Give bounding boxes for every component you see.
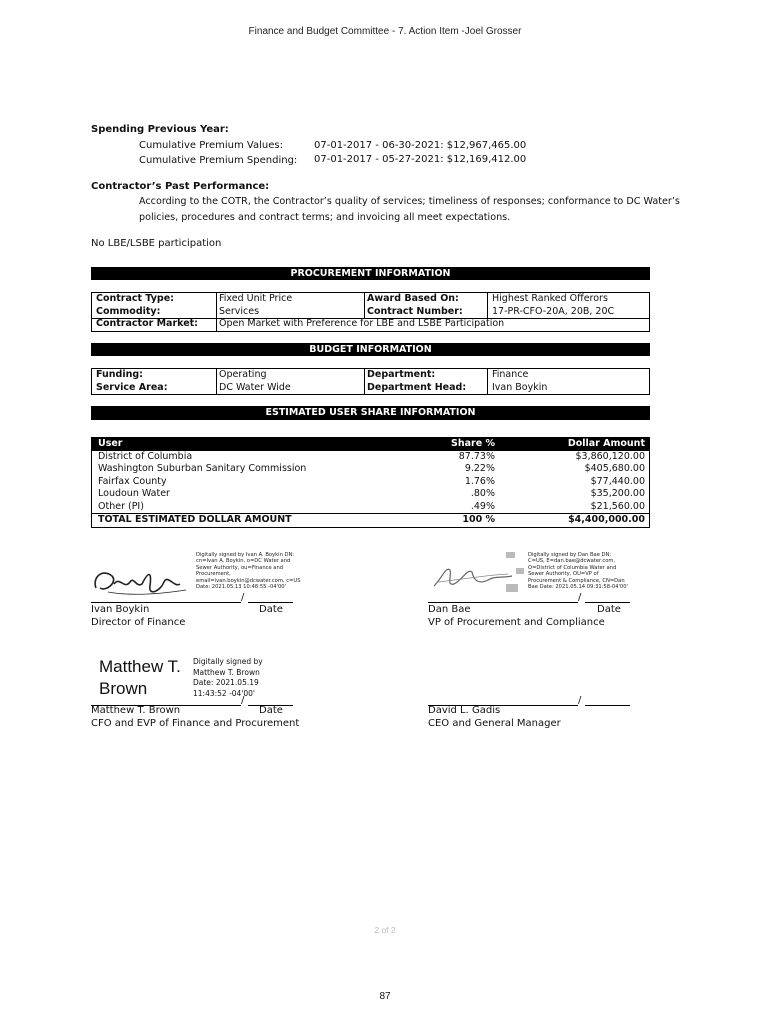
brown-slash: /: [241, 695, 245, 706]
brown-digital-line-3: Date: 2021.05.19: [193, 678, 259, 687]
funding-label: Funding:: [96, 369, 143, 380]
funding-value: Operating: [219, 369, 267, 380]
table-row: [92, 463, 649, 476]
commodity-value: Services: [219, 305, 260, 317]
department-value: Finance: [492, 369, 529, 380]
contractor-market-value: Open Market with Preference for LBE and LSBE Participation: [219, 318, 505, 329]
performance-line-2: policies, procedures and contract terms; and invoicing all meet expectations.: [139, 212, 511, 223]
award-based-label: Award Based On:: [367, 293, 459, 304]
amount-cell: $3,860,120.00: [575, 450, 645, 462]
table-row: [92, 476, 649, 489]
amount-column-header: Dollar Amount: [567, 438, 645, 449]
brown-title: CFO and EVP of Finance and Procurement: [91, 718, 300, 729]
user-cell: Fairfax County: [98, 475, 167, 487]
lbe-note: No LBE/LSBE participation: [91, 238, 222, 249]
cumulative-spending-value: 07-01-2017 - 05-27-2021: $12,169,412.00: [314, 154, 527, 165]
brown-signature-name-line-2: Brown: [99, 679, 148, 698]
user-cell: Other (PI): [98, 500, 144, 512]
bae-date-label: Date: [597, 604, 621, 615]
user-cell: Loudoun Water: [98, 488, 170, 499]
bae-handwritten-signature: [428, 560, 518, 596]
amount-cell: $21,560.00: [590, 500, 645, 512]
user-share-header-row: [92, 438, 649, 451]
department-label: Department:: [367, 369, 436, 380]
boykin-slash: /: [241, 592, 245, 603]
service-area-value: DC Water Wide: [219, 381, 291, 393]
page-header-title: Finance and Budget Committee - 7. Action Item -Joel Grosser: [248, 26, 522, 37]
share-cell: .49%: [470, 500, 495, 512]
user-share-table: [91, 437, 650, 528]
brown-name: Matthew T. Brown: [91, 705, 181, 716]
share-cell: 87.73%: [458, 450, 495, 462]
bae-digital-signature-text: Digitally signed by Dan Bae DN: C=US, E=dan.bae@dcwater.com, O=District of Columbia Water and Sewer Authority, OU=VP of Procurement & Compliance, CN=Dan Bae Date: 2021.05.14 09:31:58-04'00': [528, 552, 628, 591]
contract-type-label: Contract Type:: [96, 293, 174, 304]
gadis-name: David L. Gadis: [428, 705, 501, 716]
procurement-title-bar: PROCUREMENT INFORMATION: [91, 267, 650, 280]
share-column-header: Share %: [451, 438, 495, 449]
brown-digital-line-2: Matthew T. Brown: [193, 667, 260, 677]
cumulative-spending-label: Cumulative Premium Spending:: [139, 155, 298, 166]
cumulative-values-label: Cumulative Premium Values:: [139, 140, 283, 151]
share-cell: 1.76%: [464, 475, 495, 487]
share-cell: .80%: [470, 488, 495, 499]
amount-cell: $35,200.00: [590, 488, 645, 499]
brown-digital-line-4: 11:43:52 -04'00': [193, 688, 255, 698]
user-cell: District of Columbia: [98, 450, 193, 462]
department-head-value: Ivan Boykin: [492, 381, 548, 393]
bae-stamp-mark: [506, 552, 515, 558]
gadis-title: CEO and General Manager: [428, 718, 561, 729]
boykin-digital-signature-text: Digitally signed by Ivan A. Boykin DN: cn=Ivan A. Boykin, o=DC Water and Sewer Authority, ou=Finance and Procurement, email=ivan.boykin@dcwater.com, c=US Date: 2021.05.13 10:48:55 -04'00': [196, 552, 301, 591]
total-label: TOTAL ESTIMATED DOLLAR AMOUNT: [98, 514, 292, 525]
performance-heading: Contractor’s Past Performance:: [91, 181, 270, 192]
contractor-market-label: Contractor Market:: [96, 318, 198, 329]
boykin-title: Director of Finance: [91, 617, 186, 628]
table-row: [92, 501, 649, 514]
boykin-handwritten-signature: [90, 562, 190, 602]
boykin-name: Ivan Boykin: [91, 604, 150, 615]
budget-table: [91, 368, 650, 395]
bae-title: VP of Procurement and Compliance: [428, 617, 605, 628]
gadis-slash: /: [578, 695, 582, 706]
cumulative-values-value: 07-01-2017 - 06-30-2021: $12,967,465.00: [314, 140, 527, 151]
amount-cell: $405,680.00: [584, 463, 645, 474]
user-column-header: User: [98, 438, 123, 449]
contract-number-value: 17-PR-CFO-20A, 20B, 20C: [492, 305, 615, 317]
spending-heading: Spending Previous Year:: [91, 124, 229, 135]
contract-number-label: Contract Number:: [367, 305, 463, 317]
amount-cell: $77,440.00: [590, 475, 645, 487]
service-area-label: Service Area:: [96, 381, 168, 393]
bae-slash: /: [578, 592, 582, 603]
total-amount: $4,400,000.00: [568, 514, 645, 525]
page-of-indicator: 2 of 2: [374, 925, 396, 935]
table-row: [92, 488, 649, 501]
page-number: 87: [379, 991, 391, 1002]
table-row: [92, 451, 649, 464]
total-row: [92, 513, 649, 527]
brown-digital-line-1: Digitally signed by: [193, 657, 263, 666]
performance-line-1: According to the COTR, the Contractor’s quality of services; timeliness of responses; conformance to DC Water’s: [139, 196, 680, 207]
share-cell: 9.22%: [464, 463, 495, 474]
brown-date-label: Date: [259, 705, 283, 716]
brown-signature-name-line-1: Matthew T.: [99, 657, 181, 676]
bae-stamp-mark: [516, 568, 524, 574]
bae-stamp-mark: [506, 584, 518, 592]
budget-title-bar: BUDGET INFORMATION: [91, 343, 650, 356]
boykin-date-label: Date: [259, 604, 283, 615]
award-based-value: Highest Ranked Offerors: [492, 293, 608, 304]
procurement-table: [91, 292, 650, 332]
commodity-label: Commodity:: [96, 305, 161, 317]
contract-type-value: Fixed Unit Price: [219, 293, 293, 304]
user-share-title-bar: ESTIMATED USER SHARE INFORMATION: [91, 406, 650, 420]
department-head-label: Department Head:: [367, 381, 467, 393]
total-share: 100 %: [462, 514, 495, 525]
bae-name: Dan Bae: [428, 604, 471, 615]
user-cell: Washington Suburban Sanitary Commission: [98, 463, 307, 474]
